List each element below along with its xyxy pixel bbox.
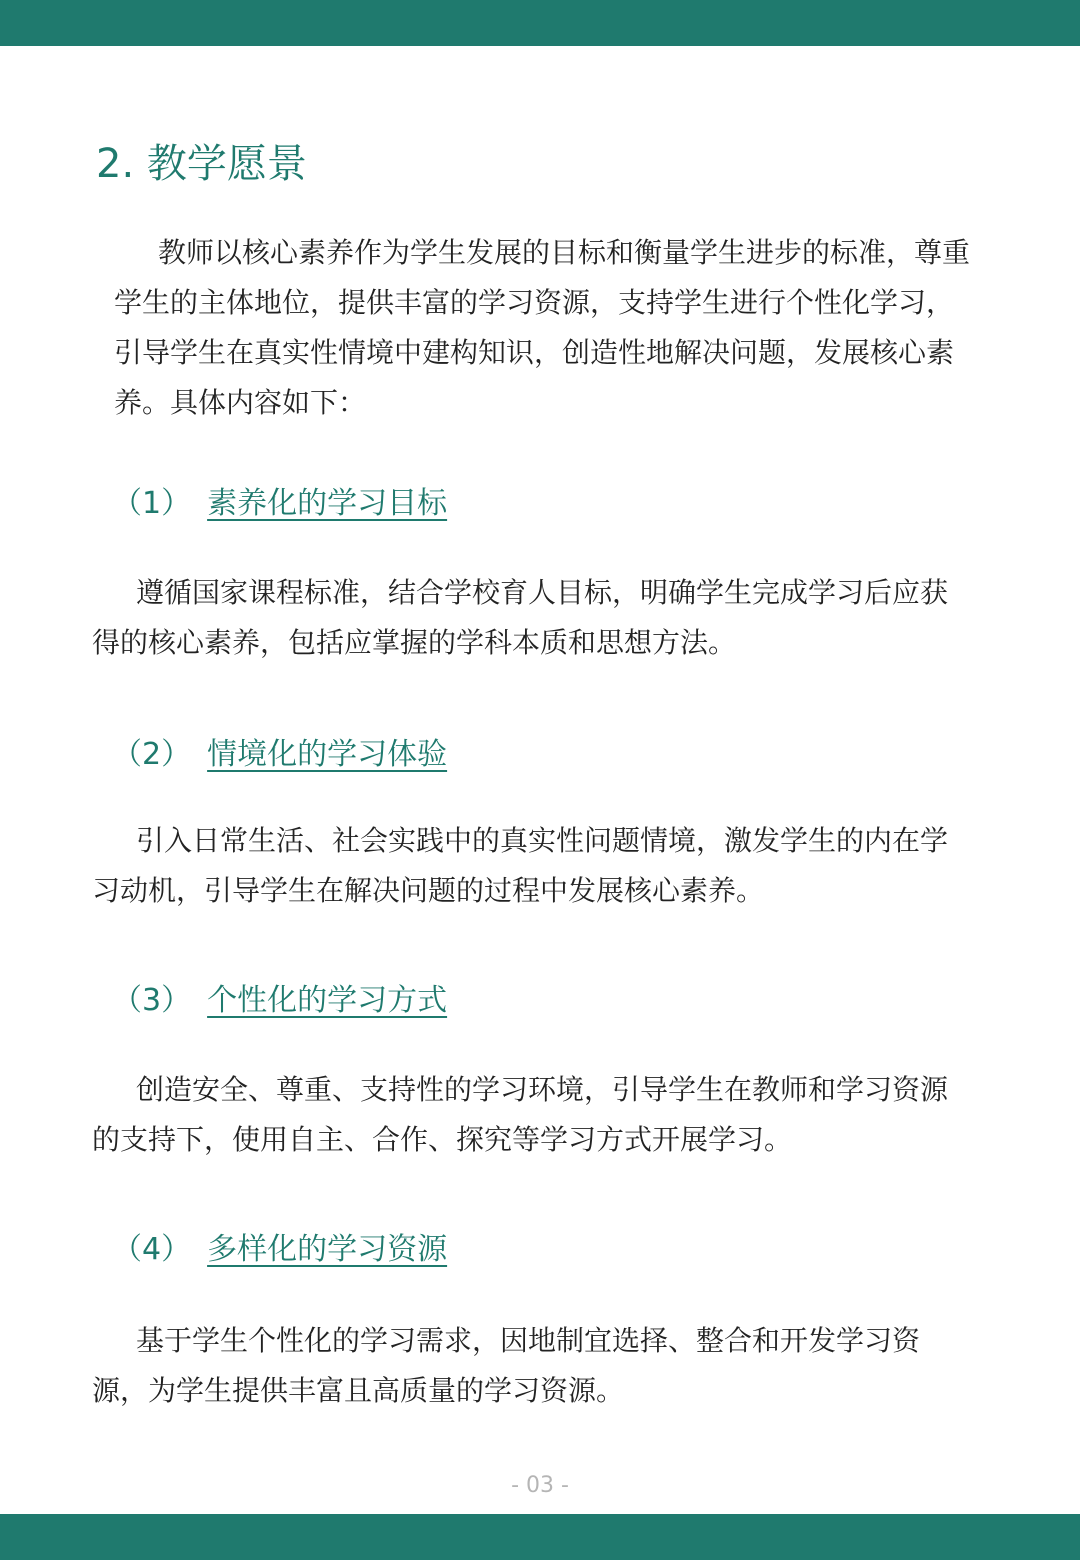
item-4-number: （4） (112, 1232, 192, 1267)
item-1-number: （1） (112, 486, 192, 521)
item-2-number: （2） (112, 737, 192, 772)
item-4-body: 基于学生个性化的学习需求，因地制宜选择、整合和开发学习资源，为学生提供丰富且高质量的学习资源。 (92, 1324, 921, 1407)
intro-paragraph: 教师以核心素养作为学生发展的目标和衡量学生进步的标准，尊重学生的主体地位，提供丰富的学习资源，支持学生进行个性化学习，引导学生在真实性情境中建构知识，创造性地解决问题，发展核心素养。具体内容如下： (114, 236, 971, 419)
page-number: - 03 - (511, 1473, 569, 1498)
item-3-body: 创造安全、尊重、支持性的学习环境，引导学生在教师和学习资源的支持下，使用自主、合作、探究等学习方式开展学习。 (92, 1073, 949, 1156)
item-2-body: 引入日常生活、社会实践中的真实性问题情境，激发学生的内在学习动机，引导学生在解决问题的过程中发展核心素养。 (92, 824, 949, 907)
item-3-number: （3） (112, 983, 192, 1018)
item-2-heading (112, 733, 455, 777)
section-title: 2. 教学愿景 (96, 141, 307, 187)
bottom-decorative-bar (0, 1514, 1080, 1560)
item-2-title: 情境化的学习体验 (207, 737, 448, 772)
item-1-heading (112, 482, 455, 526)
item-3-heading (112, 979, 455, 1023)
item-4-title: 多样化的学习资源 (207, 1232, 448, 1267)
item-4-heading (112, 1228, 455, 1272)
item-1-body: 遵循国家课程标准，结合学校育人目标，明确学生完成学习后应获得的核心素养，包括应掌握的学科本质和思想方法。 (92, 576, 949, 659)
item-3-title: 个性化的学习方式 (207, 983, 448, 1018)
item-1-title: 素养化的学习目标 (207, 486, 448, 521)
top-decorative-bar (0, 0, 1080, 46)
